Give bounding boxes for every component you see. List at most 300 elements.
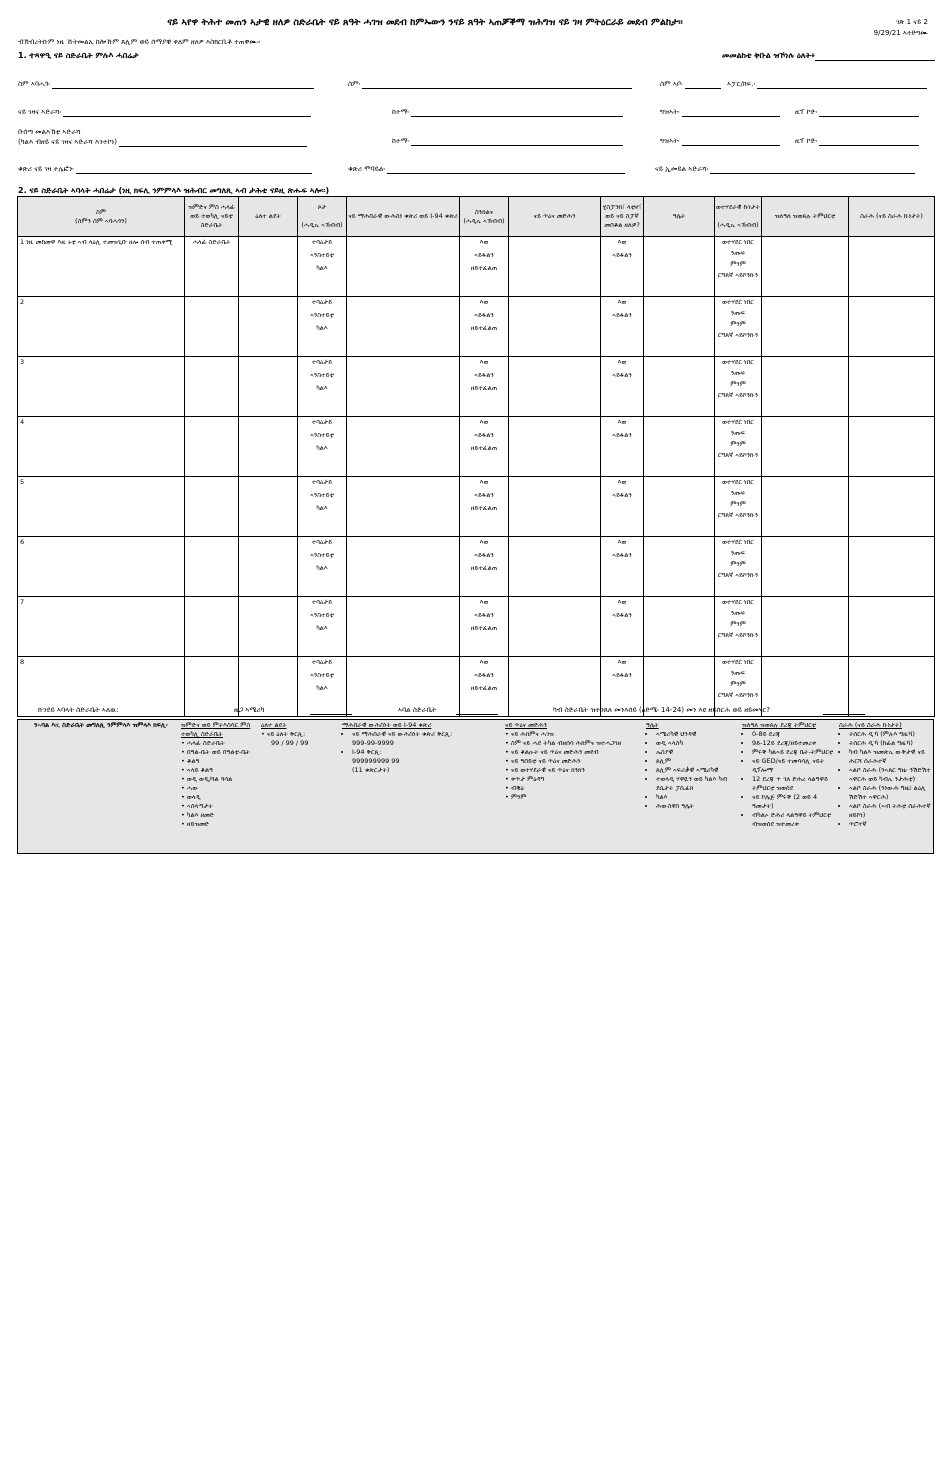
legend-item: • 0-8ይ ደረጃ: [752, 730, 836, 739]
member-label: ኣባል ስድራቤት: [398, 706, 437, 714]
dob-cell[interactable]: [239, 237, 298, 297]
column-header: ስም (ስምን ስም ኣባሓጎን): [18, 197, 185, 237]
address-field[interactable]: [18, 108, 311, 117]
gender-cell[interactable]: [298, 597, 347, 657]
dob-cell[interactable]: [239, 477, 298, 537]
city-field[interactable]: [392, 108, 623, 117]
option-label[interactable]: ዘይተፈልጠ: [470, 324, 498, 332]
email-field[interactable]: [655, 165, 915, 174]
relation-cell[interactable]: [185, 657, 239, 717]
member-name-cell[interactable]: [18, 537, 185, 597]
option-label[interactable]: ተባዕታይ: [311, 658, 333, 666]
option-label[interactable]: እወ: [617, 358, 627, 366]
option-label[interactable]: ኣይፋልን: [612, 311, 632, 319]
option-label[interactable]: ንጡፍ: [730, 249, 746, 257]
option-label[interactable]: ምንም: [730, 500, 746, 508]
dob-cell[interactable]: [239, 357, 298, 417]
application-date-label: [722, 51, 935, 61]
option-label[interactable]: ኣይፋልን: [612, 251, 632, 259]
insurance-cell[interactable]: [509, 597, 601, 657]
row-number: 2: [20, 298, 25, 306]
military-cell[interactable]: [715, 537, 762, 597]
legend-item: • ጸሊም: [656, 757, 741, 766]
mobile-phone-field[interactable]: [348, 165, 625, 174]
legend-item: • ካልእ ዘመድ: [181, 811, 215, 819]
legend-item: • ጸሊም ኣፍሪቃዊ ኣሜሪካዊ: [656, 766, 741, 775]
last-name-label: ስም ኣባሓጎ፡: [18, 80, 50, 88]
option-label[interactable]: ዘይተፈልጠ: [470, 264, 498, 272]
legend-education: [742, 721, 836, 829]
legend-race: [646, 721, 741, 811]
race-cell[interactable]: [644, 237, 715, 297]
gender-cell[interactable]: [298, 417, 347, 477]
father-name-label: ስም ኣቦ፡: [660, 80, 683, 88]
mailing-label-1: ቡሰጣ መልእኽቲ ኣድራሻ: [18, 128, 81, 136]
military-cell[interactable]: [715, 417, 762, 477]
hispanic-cell[interactable]: [601, 297, 644, 357]
gender-cell[interactable]: [298, 357, 347, 417]
disability-cell[interactable]: [460, 537, 509, 597]
legend-i94-format: 999999999 99: [352, 757, 400, 765]
option-label[interactable]: ካልእ: [316, 684, 328, 692]
option-label[interactable]: ኣንስተይቲ: [310, 551, 334, 559]
mailing-zip-label: ዚፕ ኮድ፡: [795, 137, 818, 145]
relation-cell[interactable]: [185, 297, 239, 357]
legend-title: ንኣባል እዚ ስድራቤት መግለጺ ንምምላእ ዝምላእ ክፍሊ፡: [34, 721, 168, 729]
option-label[interactable]: ተባዕታይ: [311, 298, 333, 306]
option-label[interactable]: ርግጸኛ ኣይኮንኩን: [717, 391, 759, 399]
option-label[interactable]: ምንም: [730, 380, 746, 388]
employment-cell[interactable]: [849, 477, 935, 537]
option-label[interactable]: ኣይፋልን: [474, 431, 494, 439]
address-label: ናይ ገዛና ኣድራሻ፡: [18, 108, 62, 116]
legend-item: • ወዲ ወዲ/ጓል ጓሳል: [181, 775, 233, 783]
legend-ssn-head: ማሕበራዊ ውሕስነት ወይ I-94 ቁጽሪ: [342, 721, 432, 729]
row-note: ነዚ መከመዋ እዚ ኑቲ ኣብ ላዕሊ ተመዝጊቡ ዘሎ ሰብ ተጠቀሚ: [26, 238, 173, 246]
mailing-label-2: (ካልእ ብዘይ ናይ ገዛና ኣድራሻ እንተኮነ): [18, 138, 117, 146]
option-label[interactable]: ተባዕታይ: [311, 538, 333, 546]
option-label[interactable]: ኣይፋልን: [474, 371, 494, 379]
hispanic-cell[interactable]: [601, 417, 644, 477]
dob-cell[interactable]: [239, 417, 298, 477]
option-label[interactable]: እወ: [479, 478, 489, 486]
option-label[interactable]: ወተሃደር ነበር: [722, 478, 754, 486]
option-label[interactable]: ካልእ: [316, 444, 328, 452]
legend-insurance: [505, 721, 645, 802]
legend-employment: [839, 721, 931, 829]
dob-cell[interactable]: [239, 297, 298, 357]
option-label[interactable]: ወተሃደር ነበር: [722, 538, 754, 546]
employment-cell[interactable]: [849, 237, 935, 297]
mailing-city-label: ከተማ፡: [392, 137, 409, 145]
option-label[interactable]: ኣይፋልን: [474, 671, 494, 679]
employment-cell[interactable]: [849, 357, 935, 417]
hispanic-cell[interactable]: [601, 477, 644, 537]
member-name-cell[interactable]: [18, 477, 185, 537]
option-label[interactable]: እወ: [617, 598, 627, 606]
option-label[interactable]: ምንም: [730, 440, 746, 448]
option-label[interactable]: ምንም: [730, 260, 746, 268]
legend-ssn: [342, 721, 502, 775]
option-label[interactable]: ተባዕታይ: [311, 418, 333, 426]
option-label[interactable]: ርግጸኛ ኣይኮንኩን: [717, 571, 759, 579]
first-name-field[interactable]: [348, 80, 632, 89]
ssn-cell[interactable]: [347, 537, 460, 597]
option-label[interactable]: ኣይፋልን: [474, 611, 494, 619]
option-label[interactable]: ርግጸኛ ኣይኮንኩን: [717, 331, 759, 339]
legend-item: • 12 ደረጃ + ገለ ድሕረ ላልዓዋይ ትምህርቲ ዝወሰደ: [752, 775, 836, 793]
zip-field[interactable]: [795, 108, 919, 117]
member-name-cell[interactable]: [18, 237, 185, 297]
legend-item: • 9ይ-12ይ ደረጃ/ዘይተመረቀ: [752, 739, 836, 748]
education-cell[interactable]: [762, 357, 849, 417]
option-label[interactable]: ኣንስተይቲ: [310, 671, 334, 679]
option-label[interactable]: ወተሃደር ነበር: [722, 658, 754, 666]
insurance-cell[interactable]: [509, 537, 601, 597]
total-members-label: ኩንደይ ኣባላት ስድራቤት ኣለዉ:: [38, 706, 119, 714]
military-cell[interactable]: [715, 477, 762, 537]
option-label[interactable]: ኣይፋልን: [474, 551, 494, 559]
insurance-cell[interactable]: [509, 297, 601, 357]
legend-item: • ብቑዕ: [505, 784, 524, 792]
legend-item: • ወላዲ: [181, 793, 201, 801]
legend-item: • ናይ ሕክምና ሓገዝ: [505, 730, 554, 738]
race-cell[interactable]: [644, 597, 715, 657]
home-phone-label: ቁጽሪ ናይ ገዛ ተሌፎን፡: [18, 165, 74, 173]
disability-cell[interactable]: [460, 297, 509, 357]
mailing-address-field[interactable]: [18, 127, 307, 147]
option-label[interactable]: ካልእ: [316, 324, 328, 332]
option-label[interactable]: ምንም: [730, 620, 746, 628]
gender-cell[interactable]: [298, 477, 347, 537]
legend-item: • ጥሮተኛ: [849, 820, 931, 829]
legend-item: • ብካልኦ ድሕሪ ላልዓዋይ ትምህርቲ ብዝወሰደ ዝተመረቀ: [752, 811, 836, 829]
disability-cell[interactable]: [460, 597, 509, 657]
gender-cell[interactable]: [298, 237, 347, 297]
column-header: ዝለዓለ ዝወጸሉ ትምህርቲ: [762, 197, 849, 237]
option-label[interactable]: ንጡፍ: [730, 609, 746, 617]
option-label[interactable]: ኣይፋልን: [474, 311, 494, 319]
race-cell[interactable]: [644, 477, 715, 537]
column-header: ዕለተ ልደት: [239, 197, 298, 237]
hispanic-cell[interactable]: [601, 597, 644, 657]
employment-cell[interactable]: [849, 297, 935, 357]
employment-cell[interactable]: [849, 537, 935, 597]
military-cell[interactable]: [715, 237, 762, 297]
option-label[interactable]: ኣንስተይቲ: [310, 611, 334, 619]
option-label[interactable]: ርግጸኛ ኣይኮንኩን: [717, 271, 759, 279]
legend-item: • ናይ ዓበይቲ ናይ ጥዕና መድሕን: [505, 757, 581, 765]
education-cell[interactable]: [762, 597, 849, 657]
option-label[interactable]: ኣይፋልን: [474, 491, 494, 499]
table-header-row: [18, 197, 935, 237]
column-header: ዓሌት: [644, 197, 715, 237]
legend-ssn-label: ናይ ማሕበራዊ ናይ ውሕስነት ቁጽሪ ቅርጺ:: [352, 730, 453, 738]
option-label[interactable]: ንጡፍ: [730, 369, 746, 377]
option-label[interactable]: ርግጸኛ ኣይኮንኩን: [717, 631, 759, 639]
legend-item: • ወዲ ኣላስካ: [656, 739, 741, 748]
education-cell[interactable]: [762, 537, 849, 597]
first-name-label: ስም፡: [348, 80, 361, 88]
table-row: [18, 357, 935, 417]
option-label[interactable]: ኣይፋልን: [474, 251, 494, 259]
option-label[interactable]: ተባዕታይ: [311, 598, 333, 606]
legend-relation-items: [181, 739, 259, 829]
option-label[interactable]: ምንም: [730, 680, 746, 688]
option-label[interactable]: ኣይፋልን: [612, 431, 632, 439]
form-title: ናይ ኣየዋ ትሕተ መጠን ኣታዊ ዘለዎ ስድራቤት ናይ ጸዓት ሓገዝ መደብ ከምኡውን ንናይ ጸዓት ኣጠቓቕማ ዝሕግዝ ናይ ገዛ ምትዕርራይ መደብ ምልከታ፡፡: [167, 17, 683, 28]
legend-item: • ናይ ቆልዑት ናይ ጥዕና መድሕን መደብ: [505, 748, 599, 756]
option-label[interactable]: ወተሃደር ነበር: [722, 598, 754, 606]
column-header: ጾታ (ሓዲኡ ኣኽብብ): [298, 197, 347, 237]
option-label[interactable]: ምንም: [730, 560, 746, 568]
option-label[interactable]: ርግጸኛ ኣይኮንኩን: [717, 691, 759, 699]
legend-race-head: ዓሌት: [646, 721, 659, 729]
option-label[interactable]: እወ: [479, 658, 489, 666]
legend-item: • ተወላዲ ሃዋዪን ወይ ካልእ ካብ ደሴታት ፓሲፊክ: [656, 775, 741, 793]
member-name-cell[interactable]: [18, 297, 185, 357]
education-cell[interactable]: [762, 297, 849, 357]
option-label[interactable]: ርግጸኛ ኣይኮንኩን: [717, 451, 759, 459]
option-label[interactable]: ዘይተፈልጠ: [470, 444, 498, 452]
row-number: 8: [20, 658, 25, 666]
hispanic-cell[interactable]: [601, 537, 644, 597]
legend-i94-note: (11 ቁጽርታት): [352, 766, 390, 774]
option-label[interactable]: ካልእ: [316, 624, 328, 632]
father-name-field[interactable]: [660, 80, 721, 89]
option-label[interactable]: እወ: [617, 658, 627, 666]
mailing-zone-field[interactable]: [660, 137, 780, 146]
table-row: [18, 297, 935, 357]
legend-item: • ሕውስዋስ ዓሌት: [656, 802, 741, 811]
legend-item: • ካብ ካልእ ዝመጽኡ ውቅታዊ ናይ ሕርሻ ሰራሕተኛ: [849, 748, 931, 766]
disability-cell[interactable]: [460, 477, 509, 537]
apt-label: ኣፓር/ክፍ.፡: [727, 80, 756, 88]
option-label[interactable]: ንጡፍ: [730, 309, 746, 317]
disability-cell[interactable]: [460, 357, 509, 417]
option-label[interactable]: ወተሃደር ነበር: [722, 358, 754, 366]
legend-education-head: ዝለዓለ ዝወጸሉ ደረጃ ትምህርቲ: [742, 721, 817, 729]
legend-item: • ኣሰላጣታት: [181, 802, 213, 810]
mailing-zip-field[interactable]: [795, 137, 919, 146]
gender-cell[interactable]: [298, 537, 347, 597]
legend-i94-label: I-94 ቅርጺ:: [352, 748, 382, 756]
legend-item: • ትሰርሕ ዲኻ (ከፊል ግዜኻ): [849, 739, 931, 748]
race-cell[interactable]: [644, 297, 715, 357]
employment-cell[interactable]: [849, 417, 935, 477]
column-header: ናይ ማሕበራዊ ውሕስነ ቁጽሪ ወይ I-94 ቁጽሪ: [347, 197, 460, 237]
relation-cell[interactable]: [185, 597, 239, 657]
ssn-cell[interactable]: [347, 417, 460, 477]
option-label[interactable]: ተባዕታይ: [311, 238, 333, 246]
option-label[interactable]: ካልእ: [316, 504, 328, 512]
employment-cell[interactable]: [849, 597, 935, 657]
legend-dob-items: [261, 730, 341, 739]
legend-item: • ኣልቦ ስራሕ (ኣብ ትሕቲ ሰራሕተኛ ዘይኮነ): [849, 802, 931, 820]
relation-cell[interactable]: [185, 357, 239, 417]
option-label[interactable]: እወ: [617, 298, 627, 306]
hispanic-cell[interactable]: [601, 237, 644, 297]
mailing-zone-label: ግዝኣት፡: [660, 137, 680, 145]
option-label[interactable]: ዘይተፈልጠ: [470, 384, 498, 392]
military-cell[interactable]: [715, 297, 762, 357]
apt-field[interactable]: [727, 80, 927, 89]
last-name-field[interactable]: [18, 80, 314, 89]
ssn-cell[interactable]: [347, 357, 460, 417]
legend-item: • ኣልቦ ስራሕ (ንኣጸር ግዜ፡ ንሽድሽተ ኣዋርሕ ወይ ካብኡ ንታሕቲ): [849, 766, 931, 784]
option-label[interactable]: ኣይፋልን: [612, 371, 632, 379]
youth-question-label: ካብ ስድራቤት ዝተንጸለ መንእሰይ (ዕድሜ፡ 14-24) መን እዩ ዘይሰርሕ ወይ ዘይመሃር?: [553, 706, 770, 714]
email-label: ናይ ኢመይል ኣድራሻ፡: [655, 165, 709, 173]
ssn-cell[interactable]: [347, 237, 460, 297]
legend-dob-format: 99 / 99 / 99: [271, 739, 309, 747]
option-label[interactable]: እወ: [617, 418, 627, 426]
zip-label: ዚፕ ኮድ፡: [795, 108, 818, 116]
option-label[interactable]: ዘይተፈልጠ: [470, 624, 498, 632]
dob-cell[interactable]: [239, 597, 298, 657]
member-name-cell[interactable]: [18, 597, 185, 657]
race-cell[interactable]: [644, 537, 715, 597]
instructions: ብኽብረትኩም ነዚ ኹትመልኡ ከሎኹም ጸሊም ወይ ሰማያዊ ቀለም ዘለዎ እስክርቢቶ ተጠቐሙ፡፡: [18, 38, 261, 46]
option-label[interactable]: እወ: [479, 238, 489, 246]
column-header: ናይ ጥዕና መድሕን: [509, 197, 601, 237]
legend-item: • ምሩቕ ካልኣይ ደረጃ ቤት-ትምህርቲ: [752, 748, 836, 757]
legend-dob: [261, 721, 341, 748]
option-label[interactable]: እወ: [479, 358, 489, 366]
option-label[interactable]: እወ: [617, 538, 627, 546]
option-label[interactable]: ዘይተፈልጠ: [470, 564, 498, 572]
page-number: ገጽ 1 ናይ 2: [896, 18, 928, 26]
option-label[interactable]: ኣይፋልን: [612, 611, 632, 619]
option-label[interactable]: ዘይተፈልጠ: [470, 504, 498, 512]
revision-date: 9/29/21 ኣተድግሙ: [873, 29, 928, 37]
option-label[interactable]: ኣይፋልን: [612, 551, 632, 559]
ssn-cell[interactable]: [347, 297, 460, 357]
zone-field[interactable]: [660, 108, 780, 117]
legend-item: • ናይ GED/ናይ ተመሳሳሊ ናይት ዲፕሎማ: [752, 757, 836, 775]
citizen-label: ዜጋ ኣሜሪካ: [234, 706, 265, 714]
mailing-city-field[interactable]: [392, 137, 623, 146]
application-date-field[interactable]: [815, 51, 935, 61]
ssn-cell[interactable]: [347, 597, 460, 657]
legend-relation-head: ዝምድና ወይ ምትእስሳር ምስ ተወካሊ ስድራቤት: [181, 721, 251, 738]
option-label[interactable]: ንጡፍ: [730, 669, 746, 677]
legend-item: • ናይ ኮሌጅ ምሩቕ (2 ወይ 4 ዓመታት): [752, 793, 836, 811]
row-number: 3: [20, 358, 25, 366]
dob-cell[interactable]: [239, 537, 298, 597]
option-label[interactable]: ካልእ: [316, 384, 328, 392]
legend-item: • ናይ ወተሃደራዊ ናይ ጥዕና ክንክን: [505, 766, 585, 774]
military-cell[interactable]: [715, 357, 762, 417]
relation-cell[interactable]: [185, 477, 239, 537]
member-name-cell[interactable]: [18, 357, 185, 417]
option-label[interactable]: እወ: [617, 238, 627, 246]
hispanic-cell[interactable]: [601, 357, 644, 417]
option-label[interactable]: ካልእ: [316, 264, 328, 272]
option-label[interactable]: ወተሃደር ነበር: [722, 418, 754, 426]
member-name-cell[interactable]: [18, 417, 185, 477]
row-number: 1: [20, 238, 25, 246]
legend-item: • ካልእ: [656, 793, 741, 802]
option-label[interactable]: እወ: [479, 298, 489, 306]
option-label[interactable]: ንጡፍ: [730, 489, 746, 497]
insurance-cell[interactable]: [509, 237, 601, 297]
legend-item: • ቆልዓ: [181, 757, 200, 765]
zone-label: ግዝኣት፡: [660, 108, 680, 116]
education-cell[interactable]: [762, 237, 849, 297]
ssn-cell[interactable]: [347, 477, 460, 537]
option-label[interactable]: ንጡፍ: [730, 429, 746, 437]
legend-employment-head: ስራሕ (ናይ ስራሕ ኩነታት): [839, 721, 902, 729]
military-cell[interactable]: [715, 597, 762, 657]
option-label[interactable]: ወተሃደር ነበር: [722, 298, 754, 306]
option-label[interactable]: ንጡፍ: [730, 549, 746, 557]
household-members-table: [17, 196, 935, 717]
option-label[interactable]: እወ: [479, 538, 489, 546]
option-label[interactable]: ኣንስተይቲ: [310, 371, 334, 379]
table-row: [18, 237, 935, 297]
legend-item: • ኣሜሪካዊ ህንዳዊ: [656, 730, 741, 739]
option-label[interactable]: ካልእ: [316, 564, 328, 572]
legend-item: • ምንም: [505, 793, 527, 801]
race-cell[interactable]: [644, 357, 715, 417]
education-cell[interactable]: [762, 477, 849, 537]
option-label[interactable]: ኣይፋልን: [612, 671, 632, 679]
option-label[interactable]: ወተሃደር ነበር: [722, 238, 754, 246]
option-label[interactable]: እወ: [479, 598, 489, 606]
option-label[interactable]: እወ: [617, 478, 627, 486]
relation-cell[interactable]: [185, 537, 239, 597]
legend-item: • ኣልቦ ስራሕ (ንነውሕ ግዜ፤ ልዕሊ ሽድሽተ ኣዋርሕ): [849, 784, 931, 802]
option-label[interactable]: ርግጸኛ ኣይኮንኩን: [717, 511, 759, 519]
disability-cell[interactable]: [460, 417, 509, 477]
option-label[interactable]: ተባዕታይ: [311, 478, 333, 486]
city-label: ከተማ፡: [392, 108, 409, 116]
option-label[interactable]: ኣንስተይቲ: [310, 251, 334, 259]
legend-item: • ቀጥታ ምዕዳግ: [505, 775, 545, 783]
insurance-cell[interactable]: [509, 477, 601, 537]
legend-item: • ዘይዝመድ: [181, 820, 210, 828]
row-number: 6: [20, 538, 25, 546]
insurance-cell[interactable]: [509, 417, 601, 477]
legend-insurance-head: ናይ ጥዕና መድሕን: [505, 721, 547, 729]
race-cell[interactable]: [644, 417, 715, 477]
column-header: ስንክልና (ሓዲኡ ኣኽብብ): [460, 197, 509, 237]
section2-heading: 2. ናይ ስድራቤት ኣባላት ሓበሬታ (ነዚ ክፍሊ ንምምላእ ዝሕብር መግለጺ ኣብ ታሕቲ ናይዚ ጽሑፍ ኣሎ፡፡): [18, 186, 330, 195]
insurance-cell[interactable]: [509, 357, 601, 417]
option-label[interactable]: ኣንስተይቲ: [310, 491, 334, 499]
disability-cell[interactable]: [460, 237, 509, 297]
option-label[interactable]: ተባዕታይ: [311, 358, 333, 366]
column-header: ስራሕ (ናይ ስራሕ ኩነታት): [849, 197, 935, 237]
relation-cell[interactable]: [185, 417, 239, 477]
option-label[interactable]: ኣንስተይቲ: [310, 431, 334, 439]
option-label[interactable]: እወ: [479, 418, 489, 426]
option-label[interactable]: ምንም: [730, 320, 746, 328]
education-cell[interactable]: [762, 417, 849, 477]
legend-item: • ኤስያዊ: [656, 748, 741, 757]
section1-heading: 1. ተጻዋዒ ናይ ስድራቤት ምሉእ ሓበሬታ: [18, 51, 139, 60]
relation-cell[interactable]: ሓላፊ ስድራቤት: [185, 237, 239, 297]
option-label[interactable]: ኣንስተይቲ: [310, 311, 334, 319]
home-phone-field[interactable]: [18, 165, 312, 174]
legend-item: • ሓላፊ ስድራቤት: [181, 739, 225, 747]
option-label[interactable]: ዘይተፈልጠ: [470, 684, 498, 692]
gender-cell[interactable]: [298, 297, 347, 357]
application-date-text: መመልከቲ ቅቡል ዝኾነሉ ዕለት፥: [722, 51, 816, 60]
table-row: [18, 417, 935, 477]
option-label[interactable]: ኣይፋልን: [612, 491, 632, 499]
